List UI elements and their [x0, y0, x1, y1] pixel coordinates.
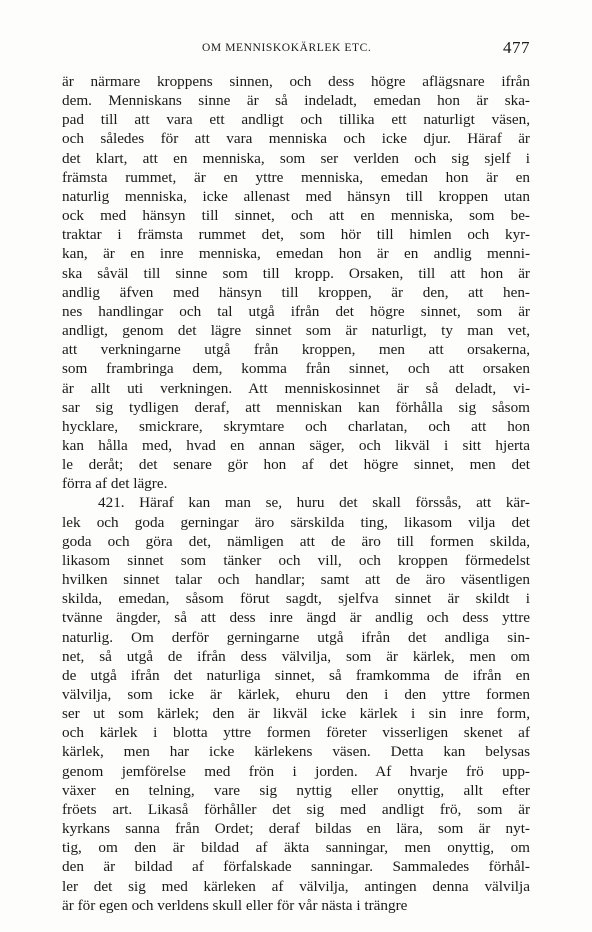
text-line: växer en telning, vare sig nyttig eller onyttig, allt efter — [62, 781, 530, 799]
text-line: förra af det lägre. — [62, 475, 168, 493]
paragraph — [62, 72, 530, 493]
text-line: ska såväl till sinne som till kropp. Orsaken, till att hon är — [62, 264, 530, 282]
text-line: andlig äfven med hänsyn till kroppen, är den, att hen- — [62, 283, 530, 301]
text-line: kyrkans sanna från Ordet; deraf bildas en lära, som är nyt- — [62, 820, 530, 838]
text-line: det klart, att en menniska, som ser verlden och sig sjelf i — [62, 149, 530, 167]
text-line: le deråt; det senare gör hon af det högre sinnet, men det — [62, 456, 530, 474]
text-line: hycklare, smickrare, skrymtare och charlatan, och att hon — [62, 417, 530, 435]
text-line: kan, är en inre menniska, emedan hon är en andlig menni- — [62, 245, 530, 263]
text-line: är för egen och verldens skull eller för vår nästa i trängre — [62, 896, 408, 914]
text-line: ler det sig med kärleken af välvilja, antingen denna välvilja — [62, 877, 530, 895]
text-line: sar sig tydligen deraf, att menniskan kan förhålla sig såsom — [62, 398, 530, 416]
text-line: den är bildad af förfalskade sanningar. Sammaledes förhål- — [62, 858, 530, 876]
text-line: naturlig menniska, icke allenast med hänsyn till kroppen utan — [62, 187, 530, 205]
text-line: 421. Häraf kan man se, huru det skall förssås, att kär- — [98, 494, 530, 512]
running-head — [62, 40, 530, 60]
text-line: och kärlek i blotta yttre formen företer visserligen skenet af — [62, 724, 530, 742]
paragraph — [62, 493, 530, 914]
running-title: OM MENNISKOKÄRLEK ETC. — [202, 42, 372, 54]
text-line: skilda, emedan, såsom förut sagdt, sjelfva sinnet är skildt i — [62, 590, 530, 608]
text-line: fröets art. Likaså förhåller det sig med andligt frö, som är — [62, 800, 530, 818]
body-text — [62, 72, 530, 915]
text-line: tig, om den är bildad af äkta sanningar, men onyttig, om — [62, 839, 530, 857]
text-line: goda och göra det, nämligen att de äro till formen skilda, — [62, 532, 530, 550]
text-line: net, så utgå de ifrån dess välvilja, som är kärlek, men om — [62, 647, 530, 665]
text-line: lek och goda gerningar äro särskilda ting, likasom vilja det — [62, 513, 530, 531]
text-line: ser ut som kärlek; den är likväl icke kärlek i sin inre form, — [62, 705, 530, 723]
text-line: är närmare kroppens sinnen, och dess högre aflägsnare ifrån — [62, 73, 530, 90]
page-number: 477 — [503, 38, 530, 57]
text-line: kärlek, men har icke kärlekens väsen. Detta kan belysas — [62, 743, 530, 761]
text-line: nes handlingar och tal utgå ifrån det högre sinnet, som är — [62, 302, 530, 320]
text-line: pad till att vara ett andligt och tillika ett naturligt väsen, — [62, 111, 530, 129]
text-line: välvilja, som icke är kärlek, ehuru den i den yttre formen — [62, 686, 530, 703]
text-line: och således för att vara menniska och icke djur. Häraf är — [62, 130, 530, 148]
text-line: naturlig. Om derför gerningarne utgå ifrån det andliga sin- — [62, 628, 530, 646]
text-line: genom jemförelse med frön i jorden. Af hvarje frö upp- — [62, 762, 530, 780]
text-line: främsta rummet, är en yttre menniska, emedan hon är en — [62, 168, 530, 186]
text-line: de utgå ifrån det naturliga sinnet, så framkomma de ifrån en — [62, 666, 530, 684]
text-line: är allt uti verkningen. Att menniskosinnet är så deladt, vi- — [62, 379, 530, 397]
text-line: att verkningarne utgå från kroppen, men att orsakerna, — [62, 341, 530, 359]
text-line: tvänne ängder, så att dess inre ängd är andlig och dess yttre — [62, 609, 530, 627]
text-line: traktar i främsta rummet det, som hör till himlen och kyr- — [62, 226, 530, 244]
text-line: andligt, genom det lägre sinnet som är naturligt, ty man vet, — [62, 322, 530, 340]
text-line: likasom sinnet som tänker och vill, och kroppen förmedelst — [62, 551, 530, 569]
text-line: ock med hänsyn till sinnet, och att en menniska, som be- — [62, 207, 530, 225]
text-line: hvilken sinnet talar och handlar; samt att de äro väsentligen — [62, 571, 530, 589]
text-line: dem. Menniskans sinne är så indeladt, emedan hon är ska- — [62, 92, 530, 110]
text-line: kan hålla med, hvad en annan säger, och likväl i sitt hjerta — [62, 436, 530, 454]
text-line: som frambringa dem, komma från sinnet, och att orsaken — [62, 360, 530, 378]
